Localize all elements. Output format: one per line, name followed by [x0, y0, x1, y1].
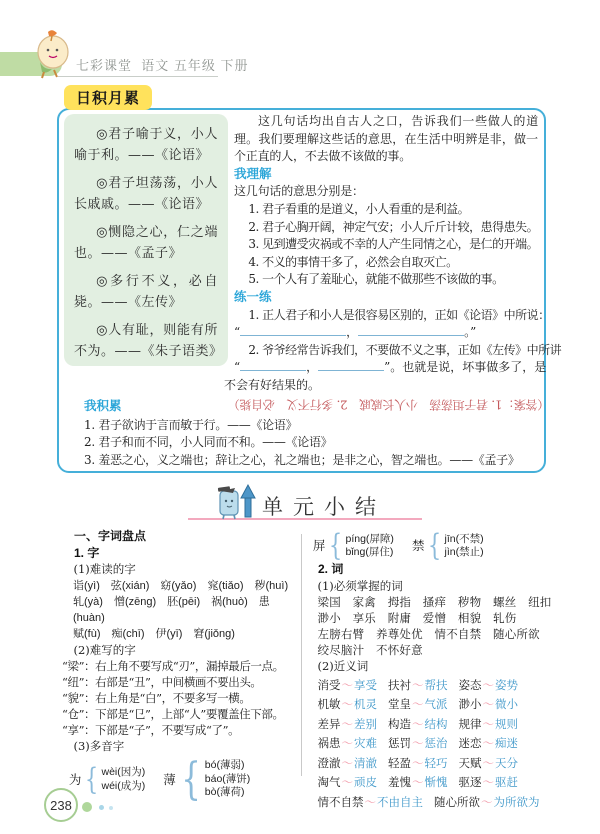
- accumulate-list: [84, 417, 536, 470]
- hard-to-write-lines: [62, 658, 300, 738]
- polyphone-row: [312, 528, 546, 563]
- polyphone-option: báo(薄饼): [204, 772, 251, 785]
- practice-question-1: 1. 正人君子和小人是很容易区别的，正如《论语》中所说：: [248, 307, 550, 322]
- quotes-panel: [64, 114, 228, 366]
- must-master-lines: [306, 594, 552, 658]
- book-arrow-icon: [216, 483, 258, 525]
- note-line: “梁”：右上角不要写成“刃”，漏掉最后一点。: [62, 659, 284, 673]
- practice-answer-upside-down: （答案：1. 君子坦荡荡 小人长戚戚 2. 多行不义 必自毙）: [228, 397, 550, 412]
- tilde-icon: ～: [482, 677, 494, 692]
- understand-heading: 我理解: [234, 166, 272, 181]
- note-line: “享”：下部是“子”，不要写成“了”。: [62, 723, 240, 737]
- brace-icon: {: [428, 528, 442, 563]
- polyphonic-group: [163, 753, 251, 805]
- synonym-pair: [318, 696, 378, 712]
- close-quote: 。”: [464, 325, 477, 340]
- synonym-word: 享受: [354, 677, 377, 692]
- word: 惩罚: [388, 736, 411, 750]
- understand-item: 5. 一个人有了羞耻心，就能不做那些不该做的事。: [248, 272, 504, 287]
- synonym-pair: [318, 735, 378, 751]
- synonym-pair: [459, 774, 519, 790]
- quote-item: ◎多行不义，必自毙。——《左传》: [74, 274, 218, 310]
- synonym-pair: [318, 677, 378, 693]
- polyphone-option: bó(薄弱): [204, 759, 245, 772]
- polyphone-heading: (3)多音字: [73, 739, 125, 753]
- tilde-icon: ～: [482, 755, 494, 770]
- quote-item: ◎人有耻，则能有所不为。——《朱子语类》: [74, 323, 223, 359]
- practice-question-2: 2. 爷爷经常告诉我们，不要做不义之事，正如《左传》中所讲: [248, 342, 562, 357]
- footer-dot: [82, 802, 92, 812]
- comma: ，: [306, 360, 319, 375]
- answer-blank[interactable]: [240, 359, 306, 371]
- polyphone-char: 薄: [163, 771, 176, 787]
- polyphone-option: wéi(成为): [101, 779, 146, 792]
- polyphone-row: [68, 753, 300, 805]
- right-column-words: [306, 528, 552, 810]
- answer-blank[interactable]: [358, 324, 464, 336]
- tilde-icon: ～: [482, 775, 494, 789]
- word: 轻盈: [388, 755, 411, 770]
- word: 天赋: [458, 755, 482, 770]
- tilde-icon: ～: [412, 716, 424, 731]
- word: 迷恋: [458, 736, 482, 750]
- pinyin-line: 轧(yà) 憎(zēng) 胚(pēi) 祸(huò) 患: [73, 595, 270, 608]
- tilde-icon: ～: [341, 775, 353, 789]
- footer-dot: [109, 806, 113, 810]
- word: 澄澈: [317, 755, 341, 770]
- word: 渺小: [458, 697, 482, 711]
- understand-item: 1. 君子看重的是道义，小人看重的是利益。: [248, 201, 470, 216]
- quote-item: ◎君子坦荡荡，小人长戚戚。——《论语》: [74, 176, 218, 212]
- accumulate-item: 2. 君子和而不同，小人同而不和。——《论语》: [84, 435, 333, 449]
- word-line: 绞尽脑汁 不怀好意: [317, 643, 423, 657]
- quote-item: ◎恻隐之心，仁之端也。——《孟子》: [74, 225, 218, 261]
- hard-to-write-heading: (2)难写的字: [73, 642, 136, 657]
- word-line: 梁国 家禽 拇指 搔痒 秽物 螺丝 纽扣: [317, 595, 552, 609]
- tilde-icon: ～: [341, 697, 353, 711]
- tilde-icon: ～: [412, 677, 424, 692]
- word: 情不自禁: [317, 794, 364, 809]
- left-column-words: [62, 528, 300, 805]
- word: 姿态: [458, 677, 482, 692]
- word: 机敏: [317, 697, 341, 711]
- understand-item: 4. 不义的事情干多了，必然会自取灭亡。: [248, 254, 458, 269]
- understand-list: [234, 201, 538, 289]
- subsection-zi: 1. 字: [74, 545, 100, 560]
- comma: ，: [346, 325, 359, 340]
- page-number: 238: [44, 788, 78, 822]
- synonym-word: 灾难: [354, 736, 377, 750]
- answer-blank[interactable]: [318, 359, 384, 371]
- synonym-word: 痴迷: [495, 736, 518, 750]
- polyphone-char: 屏: [312, 538, 326, 553]
- polyphone-option: jīn(不禁): [444, 532, 484, 545]
- close-quote-text: ”。也就是说，坏事做多了，是: [384, 360, 547, 375]
- answer-blank[interactable]: [240, 324, 346, 336]
- word: 祸患: [317, 736, 341, 750]
- brand-name: 七彩课堂: [76, 58, 133, 73]
- synonym-word: 天分: [495, 755, 518, 770]
- synonym-pair: [459, 716, 519, 732]
- synonym-word: 顽皮: [354, 775, 377, 789]
- brace-icon: {: [180, 753, 201, 805]
- must-master-heading: (1)必须掌握的词: [317, 578, 403, 593]
- synonym-pair: [318, 774, 378, 790]
- tilde-icon: ～: [364, 794, 376, 809]
- synonym-word: 差别: [354, 716, 377, 731]
- note-line: “仓”：下部是“㔾”，上部“人”要覆盖住下部。: [62, 707, 284, 721]
- hard-to-read-lines: [62, 578, 300, 642]
- open-quote: “: [234, 325, 241, 340]
- synonym-word: 微小: [495, 697, 518, 711]
- synonym-list: [318, 677, 547, 810]
- synonym-pair: [318, 794, 424, 810]
- synonym-word: 机灵: [354, 697, 377, 711]
- synonym-pair: [388, 774, 448, 790]
- practice-blank-line-2: [234, 359, 547, 377]
- synonym-pair: [388, 677, 448, 693]
- polyphone-option: bò(薄荷): [204, 786, 245, 799]
- word: 羞愧: [388, 775, 411, 789]
- synonym-pair: [388, 755, 448, 771]
- word: 淘气: [317, 775, 341, 789]
- tilde-icon: ～: [412, 755, 424, 770]
- synonym-pair: [459, 755, 519, 771]
- accumulate-item: 3. 羞恶之心，义之端也；辞让之心，礼之端也；是非之心，智之端也。——《孟子》: [84, 452, 520, 467]
- practice-continuation: 不会有好结果的。: [224, 377, 321, 392]
- brace-icon: {: [85, 761, 99, 797]
- word: 扶衬: [388, 677, 411, 692]
- tilde-icon: ～: [481, 794, 493, 809]
- tilde-icon: ～: [412, 736, 424, 750]
- synonym-pair: [459, 677, 519, 693]
- note-line: “纽”：右部是“丑”，中间横画不要出头。: [62, 675, 262, 689]
- footer-dot: [99, 805, 104, 810]
- header-brand: [76, 55, 249, 74]
- unit-summary-header: [188, 483, 428, 523]
- synonym-word: 姿势: [495, 677, 518, 692]
- synonym-pair: [318, 755, 378, 771]
- word: 随心所欲: [434, 794, 480, 809]
- polyphone-option: píng(屏障): [345, 532, 394, 545]
- tilde-icon: ～: [341, 677, 353, 692]
- accumulate-section: [84, 398, 536, 469]
- tilde-icon: ～: [412, 697, 424, 711]
- polyphone-option: wèi(因为): [101, 766, 146, 778]
- polyphonic-group: [312, 528, 394, 563]
- synonym-pair: [434, 794, 540, 810]
- tilde-icon: ～: [482, 697, 494, 711]
- polyphone-option: jìn(禁止): [444, 546, 484, 558]
- synonym-word: 轻巧: [424, 755, 448, 770]
- explanation-column: [224, 113, 562, 412]
- open-quote: “: [234, 360, 241, 375]
- word: 规律: [458, 716, 482, 731]
- synonym-word: 帮扶: [424, 677, 448, 692]
- subsection-ci: 2. 词: [318, 562, 344, 576]
- practice-heading: 练一练: [234, 289, 272, 304]
- word: 驱逐: [458, 775, 482, 789]
- word-line: 左膀右臂 养尊处优 情不自禁 随心所欲: [317, 627, 540, 641]
- accumulate-heading: 我积累: [84, 399, 122, 413]
- synonym-word: 驱赶: [495, 775, 518, 789]
- word: 堂皇: [388, 697, 411, 711]
- section-heading-zici: 一、字词盘点: [74, 529, 147, 543]
- polyphonic-group: [411, 528, 484, 563]
- word: 消受: [317, 677, 341, 692]
- tilde-icon: ～: [482, 716, 494, 731]
- understand-item: 3. 见到遭受灾祸或不幸的人产生同情之心，是仁的开端。: [248, 237, 539, 252]
- tilde-icon: ～: [412, 775, 424, 789]
- header-rule: [58, 76, 218, 77]
- badge-daily-accumulation: 日积月累: [64, 85, 152, 110]
- brand-subtitle: 语文 五年级 下册: [141, 58, 249, 73]
- quote-item: ◎君子喻于义，小人喻于利。——《论语》: [74, 127, 218, 163]
- pinyin-line: 诣(yì) 弦(xián) 窈(yǎo) 窕(tiǎo) 秽(huì): [73, 579, 289, 592]
- synonym-word: 惭愧: [424, 775, 448, 789]
- word: 差异: [317, 716, 341, 731]
- hard-to-read-heading: (1)难读的字: [73, 562, 136, 576]
- polyphone-char: 禁: [411, 538, 425, 553]
- synonym-pair: [388, 735, 448, 751]
- practice-blank-line-1: [234, 324, 538, 342]
- understand-item: 2. 君子心胸开阔，神定气安；小人斤斤计较，患得患失。: [248, 219, 539, 234]
- tilde-icon: ～: [341, 755, 353, 770]
- synonym-word: 为所欲为: [493, 794, 540, 809]
- accumulate-item: 1. 君子欲讷于言而敏于行。——《论语》: [84, 417, 298, 432]
- column-divider: [301, 534, 302, 776]
- word: 构造: [388, 716, 411, 731]
- synonym-word: 气派: [424, 697, 448, 711]
- pinyin-line: 赋(fù) 痴(chī) 伊(yī) 窘(jiǒng): [73, 627, 235, 640]
- word-line: 渺小 享乐 附庸 爱憎 相貌 轧伤: [317, 611, 517, 625]
- synonym-word: 规则: [495, 716, 518, 731]
- synonym-heading: (2)近义词: [317, 659, 369, 673]
- polyphone-option: bǐng(屏住): [345, 546, 394, 558]
- unit-summary-title: 单元小结: [262, 495, 386, 519]
- tilde-icon: ～: [341, 716, 353, 731]
- tilde-icon: ～: [482, 736, 494, 750]
- tilde-icon: ～: [341, 736, 353, 750]
- synonym-pair: [388, 696, 448, 712]
- synonym-pair: [318, 716, 378, 732]
- synonym-pair: [459, 735, 519, 751]
- note-line: “貌”：右上角是“白”，不要多写一横。: [62, 691, 251, 705]
- synonym-word: 清澈: [354, 755, 377, 770]
- polyphonic-group: [68, 761, 146, 797]
- synonym-pair: [459, 696, 519, 712]
- synonym-word: 结构: [424, 716, 448, 731]
- intro-paragraph: 这几句话均出自古人之口，告诉我们一些做人的道理。我们要理解这些话的意思，在生活中明辨是非，做一个正直的人，不去做不该做的事。: [234, 114, 538, 164]
- synonym-word: 不由自主: [377, 794, 423, 809]
- synonym-pair: [388, 716, 448, 732]
- synonym-word: 惩治: [424, 736, 448, 750]
- understand-lead: 这几句话的意思分别是：: [234, 184, 364, 199]
- brace-icon: {: [329, 528, 343, 563]
- pinyin-line: (huàn): [73, 611, 105, 624]
- polyphone-char: 为: [68, 771, 82, 787]
